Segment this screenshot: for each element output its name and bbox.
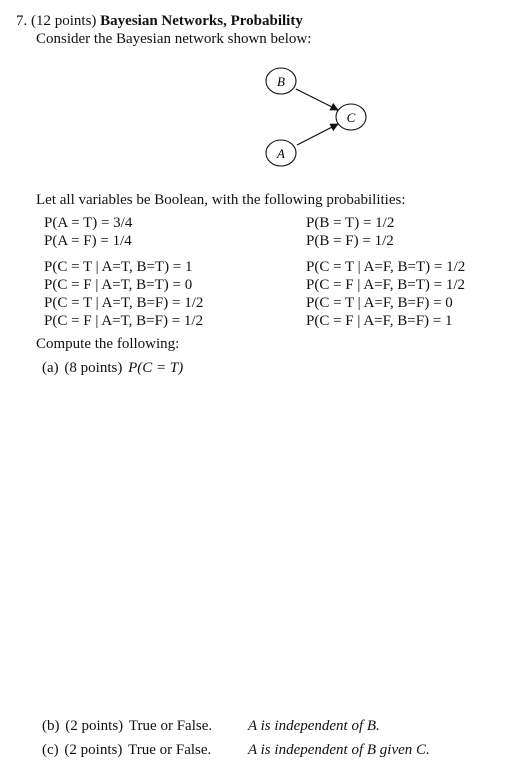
part-c: [42, 741, 211, 759]
node-b: [266, 68, 296, 94]
prior-a-true: P(A = T) = 3/4: [44, 215, 133, 231]
cpt-left-row: P(C = F | A=T, B=T) = 0: [44, 277, 193, 293]
node-a: [266, 140, 296, 166]
part-c-claim: A is independent of B given C.: [248, 742, 430, 758]
part-c-points: (2 points): [64, 742, 123, 758]
compute-label: Compute the following:: [36, 336, 180, 352]
edge-b-to-c: [296, 89, 338, 110]
part-a-points: (8 points): [64, 360, 123, 376]
part-c-prompt: True or False.: [128, 742, 212, 758]
edge-a-to-c: [297, 124, 338, 145]
part-c-label: (c): [42, 742, 59, 758]
cpt-right-row: P(C = T | A=F, B=T) = 1/2: [306, 259, 466, 275]
node-a-label: A: [277, 146, 285, 161]
part-b-prompt: True or False.: [128, 718, 213, 734]
question-points: (12 points): [31, 13, 97, 29]
node-b-label: B: [277, 74, 285, 89]
node-c: [336, 104, 366, 130]
prior-a-false: P(A = F) = 1/4: [44, 233, 132, 249]
question-title: Bayesian Networks, Probability: [100, 13, 303, 29]
cpt-right-row: P(C = F | A=F, B=F) = 1: [306, 313, 453, 329]
cpt-left-row: P(C = T | A=T, B=T) = 1: [44, 259, 193, 275]
cpt-left-row: P(C = T | A=T, B=F) = 1/2: [44, 295, 204, 311]
node-c-label: C: [346, 110, 356, 125]
cpt-right-row: P(C = F | A=F, B=T) = 1/2: [306, 277, 466, 293]
question-number: 7.: [16, 13, 28, 29]
part-a: [42, 359, 183, 377]
part-b-claim: A is independent of B.: [248, 718, 380, 734]
part-b: [42, 717, 212, 735]
cpt-left-row: P(C = F | A=T, B=F) = 1/2: [44, 313, 204, 329]
prior-b-false: P(B = F) = 1/2: [306, 233, 394, 249]
prior-b-true: P(B = T) = 1/2: [306, 215, 395, 231]
statement: Let all variables be Boolean, with the following probabilities:: [36, 192, 406, 208]
part-b-points: (2 points): [65, 718, 124, 734]
question-intro: Consider the Bayesian network shown below:: [36, 31, 312, 47]
part-b-label: (b): [42, 718, 60, 734]
part-a-label: (a): [42, 360, 59, 376]
cpt-right-row: P(C = T | A=F, B=F) = 0: [306, 295, 453, 311]
part-a-expression: P(C = T): [128, 360, 184, 376]
